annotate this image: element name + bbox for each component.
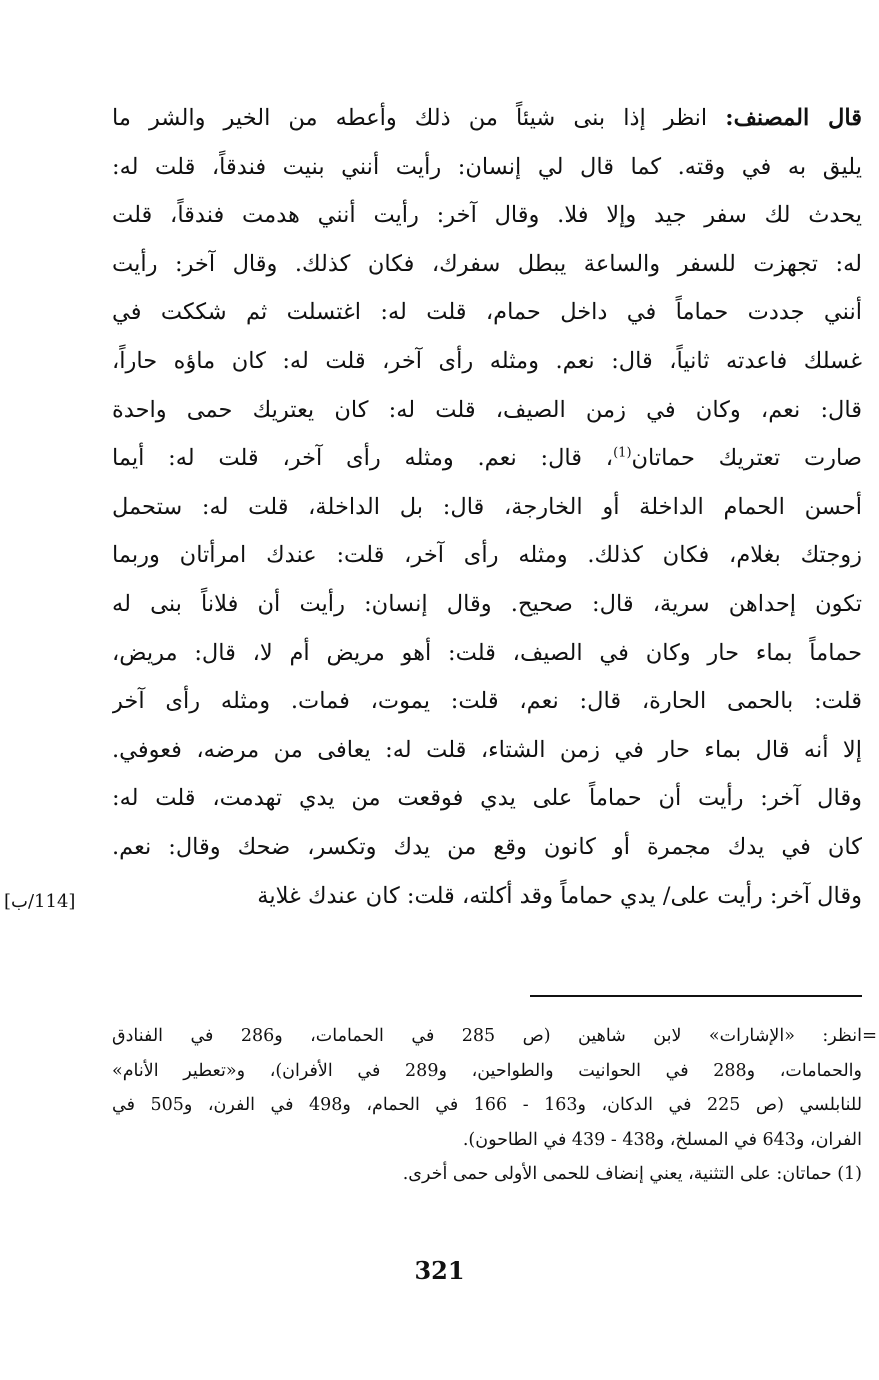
main-text-block xyxy=(112,94,862,920)
text-line: أحسن الحمام الداخلة أو الخارجة، قال: بل الداخلة، قلت له: ستحمل xyxy=(112,493,862,520)
text-line: قلت: بالحمى الحارة، قال: نعم، قلت: يموت، فمات. ومثله رأى آخر xyxy=(112,688,862,715)
text-line: قال: نعم، وكان في زمن الصيف، قلت له: كان يعتريك حمى واحدة xyxy=(112,396,862,423)
footnote-line: والحمامات، و288 في الحوانيت والطواحين، و289 في الأفران)، و«تعطير الأنام» xyxy=(112,1060,862,1081)
text-line: يليق به في وقته. كما قال لي إنسان: رأيت أنني بنيت فندقاً، قلت له: xyxy=(112,153,862,180)
text-line: له: تجهزت للسفر والساعة يبطل سفرك، فكان كذلك. وقال آخر: رأيت xyxy=(112,250,862,277)
text-line: قال المصنف: انظر إذا بنى شيئاً من ذلك وأعطه من الخير والشر ما xyxy=(112,105,862,131)
section-lead-label: قال المصنف: xyxy=(725,105,862,131)
footnote-line: انظر: «الإشارات» لابن شاهين (ص 285 في الحمامات، و286 في الفنادق xyxy=(112,1026,862,1046)
footnote-line: الفران، و643 في المسلخ، و438 - 439 في الطاحون). xyxy=(462,1129,862,1150)
text-line: يحدث لك سفر جيد وإلا فلا. وقال آخر: رأيت أنني هدمت فندقاً، قلت xyxy=(112,202,862,229)
text-line: أنني جددت حماماً في داخل حمام، قلت له: اغتسلت ثم شككت في xyxy=(112,299,862,326)
footnote-line: للنابلسي (ص 225 في الدكان، و163 - 166 في الحمام، و498 في الفرن، و505 في xyxy=(112,1095,862,1115)
text-line: تكون إحداهن سرية، قال: صحيح. وقال إنسان: رأيت أن فلاناً بنى له xyxy=(112,590,862,617)
text-line: حماماً بماء حار وكان في الصيف، قلت: أهو مريض أم لا، قال: مريض، xyxy=(112,639,862,666)
footnote-continuation-mark: = xyxy=(862,1025,878,1046)
text-line: وقال آخر: رأيت على/ يدي حماماً وقد أكلته، قلت: كان عندك غلاية xyxy=(257,882,862,909)
manuscript-folio-marker: [114/ب] xyxy=(4,891,76,912)
text-line: كان في يدك مجمرة أو كانون وقع من يدك وتكسر، ضحك وقال: نعم. xyxy=(112,833,862,860)
footnote-reference[interactable]: (1) xyxy=(613,445,632,461)
footnote-separator-rule xyxy=(530,995,862,997)
text-line: وقال آخر: رأيت أن حماماً على يدي فوقعت من يدي تهدمت، قلت له: xyxy=(112,785,862,812)
page-number: 321 xyxy=(414,1256,465,1285)
footnote-1: (1) حماتان: على التثنية، يعني إنضاف للحمى الأولى حمى أخرى. xyxy=(402,1164,862,1184)
text-line: صارت تعتريك حماتان$^{(1)}$، قال: نعم. ومثله رأى آخر، قلت له: أيما xyxy=(112,445,862,472)
text-line: غسلك فاعدته ثانياً، قال: نعم. ومثله رأى آخر، قلت له: كان ماؤه حاراً، xyxy=(112,347,862,374)
footnotes-block xyxy=(112,1019,862,1192)
text-line: زوجتك بغلام، فكان كذلك. ومثله رأى آخر، قلت: عندك امرأتان وربما xyxy=(112,542,862,569)
text-line: إلا أنه قال بماء حار في زمن الشتاء، قلت له: يعافى من مرضه، فعوفي. xyxy=(112,736,862,763)
